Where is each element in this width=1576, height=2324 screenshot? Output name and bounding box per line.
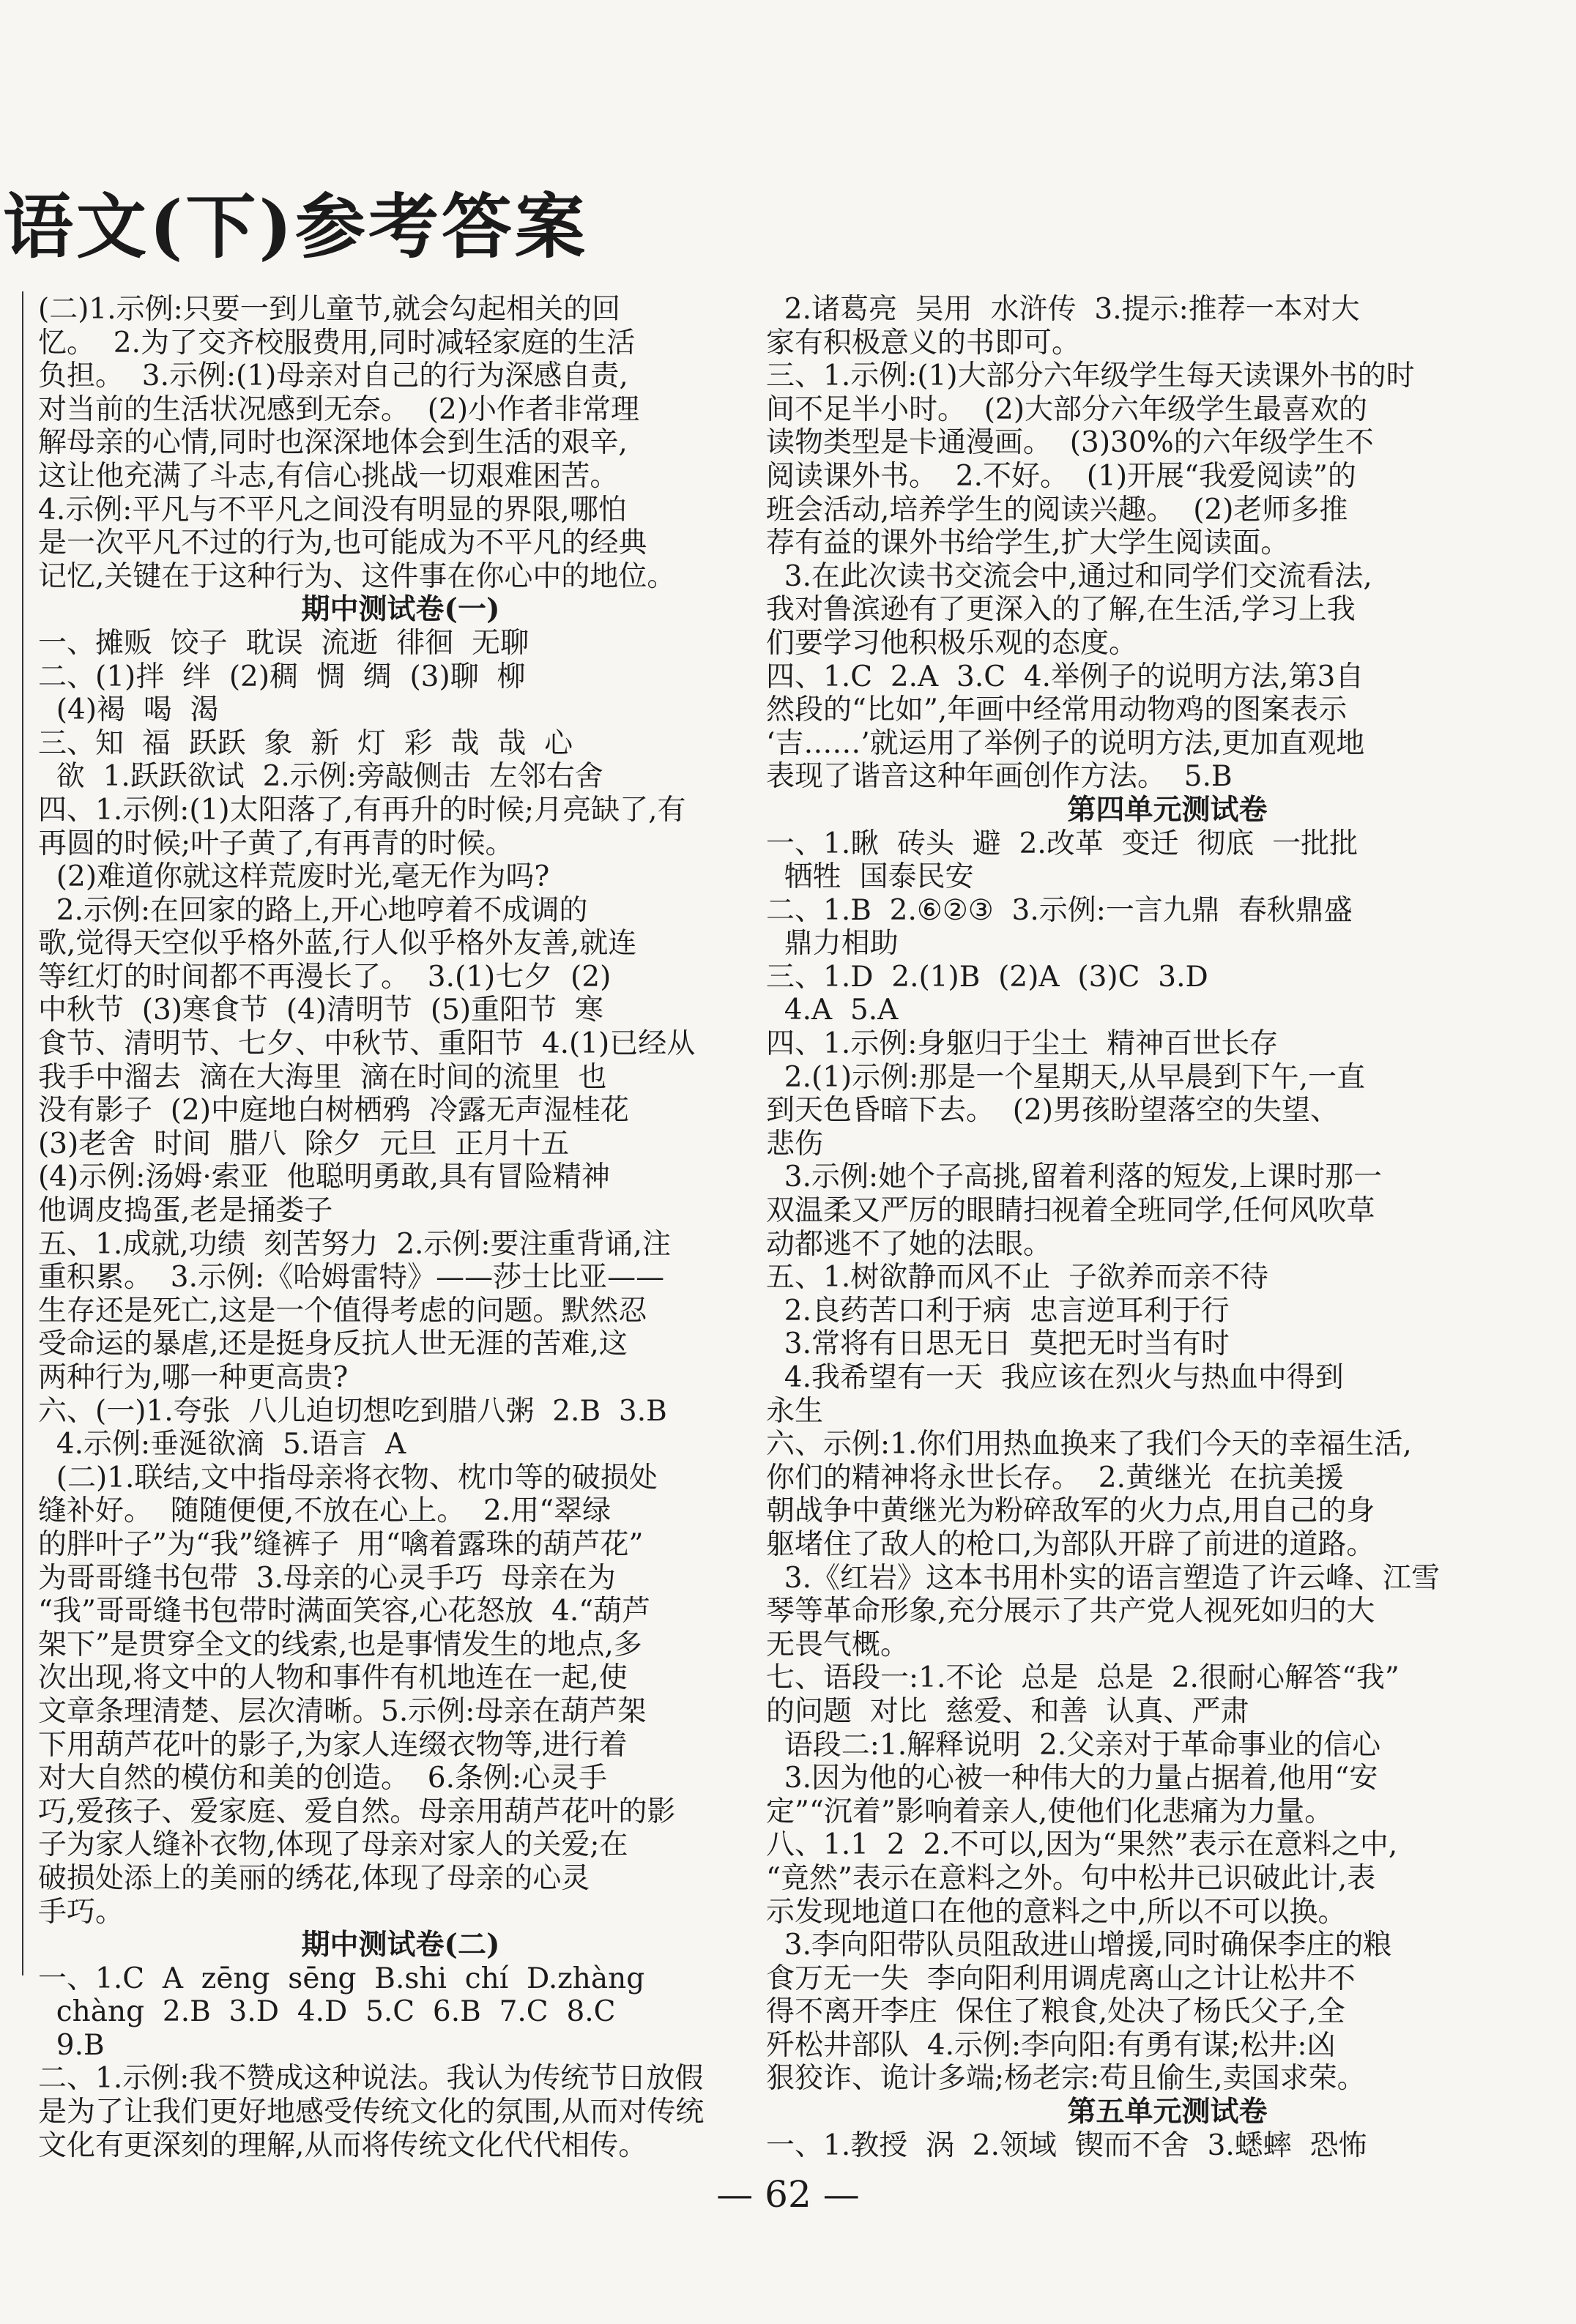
text-line: 四、1.C 2.A 3.C 4.举例子的说明方法,第3自 [766, 660, 1364, 693]
text-line: 2.良药苦口利于病 忠言逆耳利于行 [766, 1294, 1230, 1327]
text-line: 巧,爱孩子、爱家庭、爱自然。母亲用葫芦花叶的影 [38, 1795, 676, 1828]
text-line: 五、1.成就,功绩 刻苦努力 2.示例:要注重背诵,注 [38, 1227, 671, 1261]
text-line: “竟然”表示在意料之外。句中松井已识破此计,表 [766, 1861, 1376, 1895]
text-line: 家有积极意义的书即可。 [766, 326, 1081, 360]
text-line: 一、1.瞅 砖头 避 2.改革 变迁 彻底 一批批 [766, 827, 1358, 860]
text-line: 3.示例:她个子高挑,留着利落的短发,上课时那一 [766, 1161, 1382, 1194]
text-line: 中秋节 (3)寒食节 (4)清明节 (5)重阳节 寒 [38, 994, 603, 1027]
text-line: 受命运的暴虐,还是挺身反抗人世无涯的苦难,这 [38, 1327, 628, 1361]
text-line: 2.示例:在回家的路上,开心地哼着不成调的 [38, 893, 588, 927]
column-rule [22, 291, 23, 1975]
text-line: 文化有更深刻的理解,从而将传统文化代代相传。 [38, 2129, 647, 2162]
text-line: 这让他充满了斗志,有信心挑战一切艰难困苦。 [38, 459, 619, 493]
text-line: 你们的精神将永世长存。 2.黄继光 在抗美援 [766, 1461, 1344, 1494]
text-line: 他调皮捣蛋,老是捅娄子 [38, 1194, 333, 1228]
text-line: 们要学习他积极乐观的态度。 [766, 626, 1138, 660]
text-line: 4.示例:平凡与不平凡之间没有明显的界限,哪怕 [38, 493, 627, 526]
text-line: 表现了谐音这种年画创作方法。 5.B [766, 760, 1233, 794]
text-line: 手巧。 [38, 1895, 124, 1929]
text-line: (4)褐 喝 渴 [38, 693, 219, 727]
text-line: 七、语段一:1.不论 总是 总是 2.很耐心解答“我” [766, 1661, 1400, 1695]
section-heading: 第四单元测试卷 [1067, 792, 1268, 827]
text-line: 是为了让我们更好地感受传统文化的氛围,从而对传统 [38, 2096, 705, 2129]
text-line: 班会活动,培养学生的阅读兴趣。 (2)老师多推 [766, 493, 1348, 526]
text-line: 歼松井部队 4.示例:李向阳:有勇有谋;松井:凶 [766, 2028, 1336, 2062]
text-line: (2)难道你就这样荒废时光,毫无作为吗? [38, 860, 550, 894]
text-line: 生存还是死亡,这是一个值得考虑的问题。默然忍 [38, 1294, 647, 1327]
text-line: 无畏气概。 [766, 1628, 910, 1661]
text-line: 为哥哥缝书包带 3.母亲的心灵手巧 母亲在为 [38, 1561, 616, 1595]
text-line: “我”哥哥缝书包带时满面笑容,心花怒放 4.“葫芦 [38, 1595, 651, 1628]
text-line: 9.B [38, 2028, 105, 2062]
text-line: 4.示例:垂涎欲滴 5.语言 A [38, 1428, 406, 1461]
text-line: 我对鲁滨逊有了更深入的了解,在生活,学习上我 [766, 593, 1356, 627]
text-line: 悲伤 [766, 1127, 824, 1161]
text-line: 对大自然的模仿和美的创造。 6.条例:心灵手 [38, 1762, 608, 1795]
left-column [38, 293, 763, 2167]
text-line: 四、1.示例:身躯归于尘土 精神百世长存 [766, 1027, 1279, 1061]
text-line: 3.因为他的心被一种伟大的力量占据着,他用“安 [766, 1762, 1378, 1795]
text-line: 四、1.示例:(1)太阳落了,有再升的时候;月亮缺了,有 [38, 793, 686, 827]
text-line: 记忆,关键在于这种行为、这件事在你心中的地位。 [38, 559, 676, 593]
right-column [766, 293, 1569, 2167]
text-line: (3)老舍 时间 腊八 除夕 元旦 正月十五 [38, 1127, 570, 1161]
text-line: 负担。 3.示例:(1)母亲对自己的行为深感自责, [38, 360, 628, 393]
text-line: 鼎力相助 [766, 927, 899, 961]
text-line: 子为家人缝补衣物,体现了母亲对家人的关爱;在 [38, 1828, 628, 1862]
text-line: 2.诸葛亮 吴用 水浒传 3.提示:推荐一本对大 [766, 293, 1360, 326]
text-line: 读物类型是卡通漫画。 (3)30%的六年级学生不 [766, 426, 1374, 460]
text-line: 一、1.教授 涡 2.领域 锲而不舍 3.蟋蟀 恐怖 [766, 2129, 1367, 2162]
text-line: 一、1.C A zēng sēng B.shi chí D.zhàng [38, 1962, 645, 1995]
text-line: 食万无一失 李向阳利用调虎离山之计让松井不 [766, 1962, 1356, 1995]
text-line: 琴等革命形象,充分展示了共产党人视死如归的大 [766, 1595, 1375, 1628]
text-line: 3.李向阳带队员阻敌进山增援,同时确保李庄的粮 [766, 1929, 1392, 1962]
section-heading: 期中测试卷(二) [301, 1928, 500, 1962]
text-line: 五、1.树欲静而风不止 子欲养而亲不待 [766, 1261, 1269, 1295]
text-line: 三、知 福 跃跃 象 新 灯 彩 哉 哉 心 [38, 726, 573, 760]
text-line: 六、(一)1.夸张 八儿迫切想吃到腊八粥 2.B 3.B [38, 1394, 667, 1428]
text-line: 定”“沉着”影响着亲人,使他们化悲痛为力量。 [766, 1795, 1334, 1828]
text-line: 下用葫芦花叶的影子,为家人连缀衣物等,进行着 [38, 1728, 628, 1762]
text-line: 3.在此次读书交流会中,通过和同学们交流看法, [766, 559, 1372, 593]
text-line: 双温柔又严厉的眼睛扫视着全班同学,任何风吹草 [766, 1194, 1375, 1228]
text-line: 等红灯的时间都不再漫长了。 3.(1)七夕 (2) [38, 960, 612, 994]
text-line: 牺牲 国泰民安 [766, 860, 974, 894]
text-line: 4.我希望有一天 我应该在烈火与热血中得到 [766, 1361, 1344, 1394]
section-heading: 第五单元测试卷 [1067, 2095, 1268, 2129]
text-line: chàng 2.B 3.D 4.D 5.C 6.B 7.C 8.C [38, 1995, 616, 2029]
text-line: 三、1.D 2.(1)B (2)A (3)C 3.D [766, 960, 1208, 994]
text-line: 到天色昏暗下去。 (2)男孩盼望落空的失望、 [766, 1094, 1339, 1128]
text-line: 次出现,将文中的人物和事件有机地连在一起,使 [38, 1661, 628, 1695]
text-line: 荐有益的课外书给学生,扩大学生阅读面。 [766, 526, 1290, 560]
text-line: 间不足半小时。 (2)大部分六年级学生最喜欢的 [766, 392, 1368, 426]
text-line: 架下”是贯穿全文的线索,也是事情发生的地点,多 [38, 1628, 642, 1661]
text-line: 动都逃不了她的法眼。 [766, 1227, 1052, 1261]
text-line: 躯堵住了敌人的枪口,为部队开辟了前进的道路。 [766, 1527, 1375, 1561]
text-line: 得不离开李庄 保住了粮食,处决了杨氏父子,全 [766, 1995, 1345, 2029]
text-line: 阅读课外书。 2.不好。 (1)开展“我爱阅读”的 [766, 459, 1356, 493]
text-line: 缝补好。 随随便便,不放在心上。 2.用“翠绿 [38, 1494, 612, 1528]
text-line: 文章条理清楚、层次清晰。5.示例:母亲在葫芦架 [38, 1694, 647, 1728]
text-line: (4)示例:汤姆·索亚 他聪明勇敢,具有冒险精神 [38, 1161, 610, 1194]
text-line: 我手中溜去 滴在大海里 滴在时间的流里 也 [38, 1060, 607, 1094]
text-line: 重积累。 3.示例:《哈姆雷特》——莎士比亚—— [38, 1261, 665, 1295]
text-line: 三、1.示例:(1)大部分六年级学生每天读课外书的时 [766, 360, 1415, 393]
text-line: 没有影子 (2)中庭地白树栖鸦 冷露无声湿桂花 [38, 1094, 629, 1128]
text-line: 4.A 5.A [766, 994, 899, 1027]
text-line: 3.常将有日思无日 莫把无时当有时 [766, 1327, 1230, 1361]
text-line: 歌,觉得天空似乎格外蓝,行人似乎格外友善,就连 [38, 927, 637, 961]
page-title: 语文(下)参考答案 [3, 185, 588, 268]
text-line: 忆。 2.为了交齐校服费用,同时减轻家庭的生活 [38, 326, 636, 360]
text-line: 是一次平凡不过的行为,也可能成为不平凡的经典 [38, 526, 647, 560]
text-line: 一、摊贩 饺子 耽误 流逝 徘徊 无聊 [38, 626, 529, 660]
text-line: 八、1.1 2 2.不可以,因为“果然”表示在意料之中, [766, 1828, 1398, 1862]
text-line: 永生 [766, 1394, 824, 1428]
text-line: 3.《红岩》这本书用朴实的语言塑造了许云峰、江雪 [766, 1561, 1441, 1595]
text-line: 朝战争中黄继光为粉碎敌军的火力点,用自己的身 [766, 1494, 1375, 1528]
text-line: 破损处添上的美丽的绣花,体现了母亲的心灵 [38, 1861, 590, 1895]
text-line: 再圆的时候;叶子黄了,有再青的时候。 [38, 827, 514, 860]
page-number: — 62 — [716, 2173, 860, 2216]
text-line: 欲 1.跃跃欲试 2.示例:旁敲侧击 左邻右舍 [38, 760, 603, 794]
text-line: 语段二:1.解释说明 2.父亲对于革命事业的信心 [766, 1728, 1381, 1762]
text-line: 的问题 对比 慈爱、和善 认真、严肃 [766, 1694, 1249, 1728]
text-line: 两种行为,哪一种更高贵? [38, 1361, 349, 1394]
text-line: (二)1.联结,文中指母亲将衣物、枕巾等的破损处 [38, 1461, 658, 1494]
text-line: 狠狡诈、诡计多端;杨老宗:苟且偷生,卖国求荣。 [766, 2062, 1366, 2096]
text-line: 2.(1)示例:那是一个星期天,从早晨到下午,一直 [766, 1060, 1366, 1094]
text-line: ‘吉……’就运用了举例子的说明方法,更加直观地 [766, 726, 1365, 760]
text-line: 的胖叶子”为“我”缝裤子 用“噙着露珠的葫芦花” [38, 1527, 644, 1561]
text-line: 食节、清明节、七夕、中秋节、重阳节 4.(1)已经从 [38, 1027, 696, 1061]
text-line: 二、1.B 2.⑥②③ 3.示例:一言九鼎 春秋鼎盛 [766, 893, 1353, 927]
text-line: 六、示例:1.你们用热血换来了我们今天的幸福生活, [766, 1428, 1412, 1461]
text-line: 二、(1)拌 绊 (2)稠 惆 绸 (3)聊 柳 [38, 660, 526, 693]
section-heading: 期中测试卷(一) [301, 592, 500, 627]
text-line: (二)1.示例:只要一到儿童节,就会勾起相关的回 [38, 293, 621, 326]
text-line: 对当前的生活状况感到无奈。 (2)小作者非常理 [38, 392, 640, 426]
text-line: 示发现地道口在他的意料之中,所以不可以换。 [766, 1895, 1347, 1929]
text-line: 二、1.示例:我不赞成这种说法。我认为传统节日放假 [38, 2062, 704, 2096]
text-line: 然段的“比如”,年画中经常用动物鸡的图案表示 [766, 693, 1348, 727]
text-line: 解母亲的心情,同时也深深地体会到生活的艰辛, [38, 426, 628, 460]
